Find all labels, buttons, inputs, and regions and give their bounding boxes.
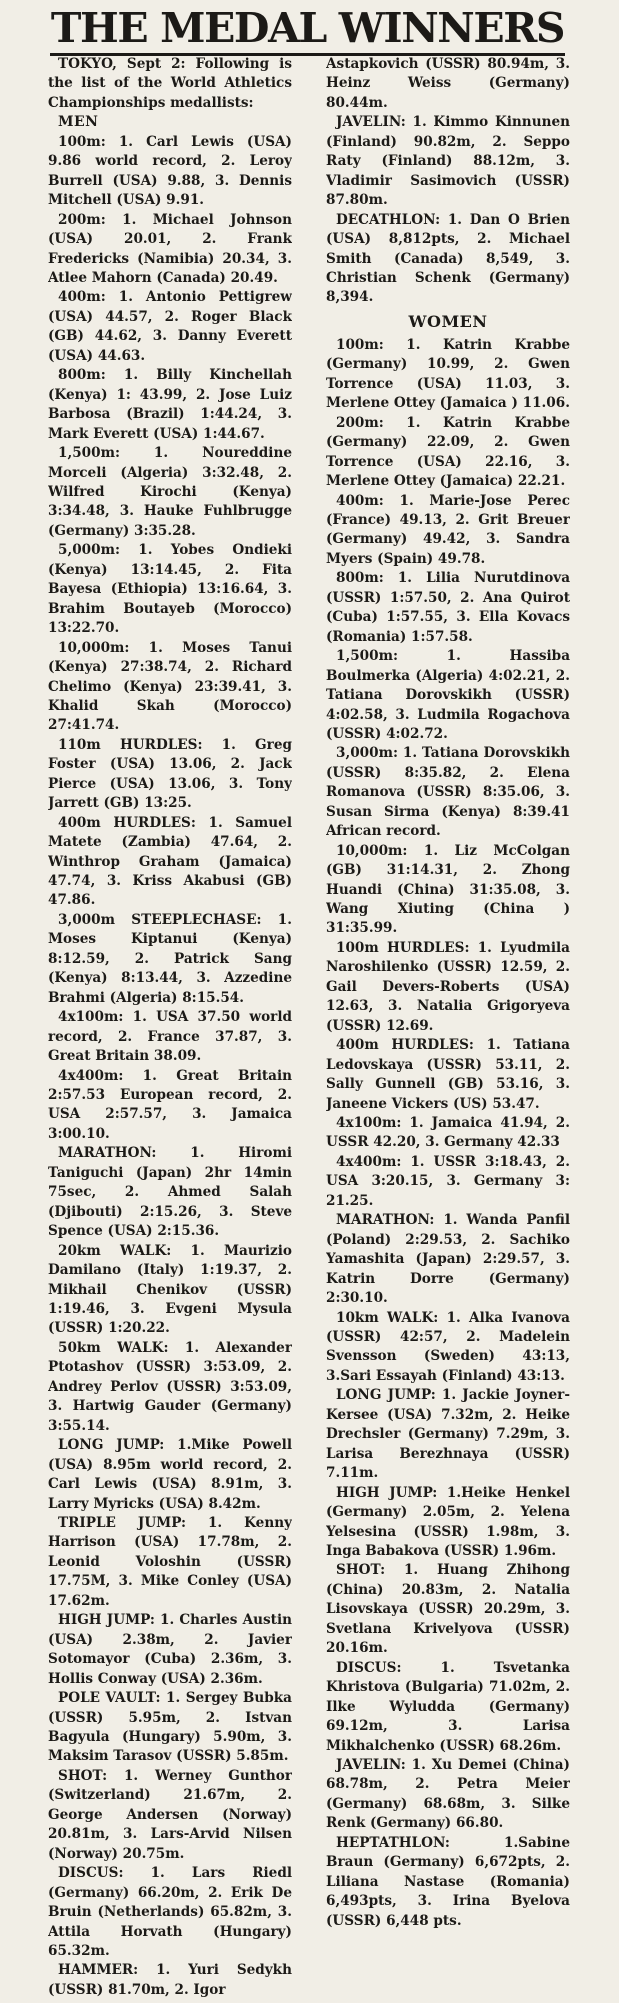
- men-result: 400m HURDLES: 1. Samuel Matete (Zambia) 47.64, 2. Winthrop Graham (Jamaica) 47.74, 3. Kriss Akabusi (GB) 47.86.: [48, 814, 292, 909]
- men-result: MARATHON: 1. Hiromi Taniguchi (Japan) 2hr 14min 75sec, 2. Ahmed Salah (Djibouti) 2:15.26, 3. Steve Spence (USA) 2:15.36.: [48, 1145, 292, 1240]
- men-result: TRIPLE JUMP: 1. Kenny Harrison (USA) 17.78m, 2. Leonid Voloshin (USSR) 17.75M, 3. Mike Conley (USA) 17.62m.: [48, 1514, 292, 1609]
- men-result: 50km WALK: 1. Alexander Ptotashov (USSR) 3:53.09, 2. Andrey Perlov (USSR) 3:53.09, 3. Hartwig Gauder (Germany) 3:55.14.: [48, 1339, 292, 1434]
- women-result: SHOT: 1. Huang Zhihong (China) 20.83m, 2. Natalia Lisovskaya (USSR) 20.29m, 3. Svetlana Krivelyova (USSR) 20.16m.: [326, 1562, 570, 1657]
- men-result: 800m: 1. Billy Kinchellah (Kenya) 1: 43.99, 2. Jose Luiz Barbosa (Brazil) 1:44.24, 3. Mark Everett (USA) 1:44.67.: [48, 367, 292, 442]
- men-result: 200m: 1. Michael Johnson (USA) 20.01, 2. Frank Fredericks (Namibia) 20.34, 3. Atlee Mahorn (Canada) 20.49.: [48, 211, 292, 286]
- men-result: 1,500m: 1. Noureddine Morceli (Algeria) 3:32.48, 2. Wilfred Kirochi (Kenya) 3:34.48, 3. Hauke Fuhlbrugge (Germany) 3:35.28.: [48, 445, 292, 539]
- women-result: HIGH JUMP: 1.Heike Henkel (Germany) 2.05m, 2. Yelena Yelsesina (USSR) 1.98m, 3. Inga Babakova (USSR) 1.96m.: [326, 1484, 570, 1559]
- men-result-continued: Astapkovich (USSR) 80.94m, 3. Heinz Weiss (Germany) 80.44m.: [326, 56, 570, 111]
- women-result: 400m HURDLES: 1. Tatiana Ledovskaya (USSR) 53.11, 2. Sally Gunnell (GB) 53.16, 3. Janeene Vickers (US) 53.47.: [326, 1037, 570, 1112]
- men-result: 110m HURDLES: 1. Greg Foster (USA) 13.06, 2. Jack Pierce (USA) 13.06, 3. Tony Jarrett (GB) 13:25.: [48, 736, 292, 812]
- women-result: JAVELIN: 1. Xu Demei (China) 68.78m, 2. Petra Meier (Germany) 68.68m, 3. Silke Renk (Germany) 66.80.: [326, 1756, 570, 1832]
- men-result: 5,000m: 1. Yobes Ondieki (Kenya) 13:14.45, 2. Fita Bayesa (Ethiopia) 13:16.64, 3. Brahim Boutayeb (Morocco) 13:22.70.: [48, 542, 292, 637]
- right-column: [326, 55, 570, 2000]
- women-result: MARATHON: 1. Wanda Panfil (Poland) 2:29.53, 2. Sachiko Yamashita (Japan) 2:29.57, 3. Katrin Dorre (Germany) 2:30.10.: [326, 1212, 570, 1307]
- men-result: HIGH JUMP: 1. Charles Austin (USA) 2.38m, 2. Javier Sotomayor (Cuba) 2.36m, 3. Hollis Conway (USA) 2.36m.: [48, 1612, 292, 1687]
- women-result: 10km WALK: 1. Alka Ivanova (USSR) 42:57, 2. Madelein Svensson (Sweden) 43:13, 3.Sari Essayah (Finland) 43:13.: [326, 1309, 570, 1384]
- headline: THE MEDAL WINNERS: [50, 4, 565, 52]
- men-result: 4x400m: 1. Great Britain 2:57.53 European record, 2. USA 2:57.57, 3. Jamaica 3:00.10.: [48, 1067, 292, 1142]
- men-result: 400m: 1. Antonio Pettigrew (USA) 44.57, 2. Roger Black (GB) 44.62, 3. Danny Everett (USA) 44.63.: [48, 289, 292, 364]
- men-result: SHOT: 1. Werney Gunthor (Switzerland) 21.67m, 2. George Andersen (Norway) 20.81m, 3. Lars-Arvid Nilsen (Norway) 20.75m.: [48, 1767, 292, 1862]
- women-result: 200m: 1. Katrin Krabbe (Germany) 22.09, 2. Gwen Torrence (USA) 22.16, 3. Merlene Ottey (Jamaica) 22.21.: [326, 414, 570, 490]
- women-result: 800m: 1. Lilia Nurutdinova (USSR) 1:57.50, 2. Ana Quirot (Cuba) 1:57.55, 3. Ella Kovacs (Romania) 1:57.58.: [326, 570, 570, 645]
- women-result: LONG JUMP: 1. Jackie Joyner-Kersee (USA) 7.32m, 2. Heike Drechsler (Germany) 7.29m, 3. Larisa Berezhnaya (USSR) 7.11m.: [326, 1387, 570, 1482]
- women-heading: WOMEN: [408, 311, 488, 331]
- intro-paragraph: TOKYO, Sept 2: Following is the list of the World Athletics Championships medallists:: [48, 56, 292, 111]
- men-result: 10,000m: 1. Moses Tanui (Kenya) 27:38.74, 2. Richard Chelimo (Kenya) 23:39.41, 3. Khalid Skah (Morocco) 27:41.74.: [48, 639, 292, 734]
- men-result: LONG JUMP: 1.Mike Powell (USA) 8.95m world record, 2. Carl Lewis (USA) 8.91m, 3. Larry Myricks (USA) 8.42m.: [48, 1437, 292, 1512]
- women-result: 400m: 1. Marie-Jose Perec (France) 49.13, 2. Grit Breuer (Germany) 49.42, 3. Sandra Myers (Spain) 49.78.: [326, 492, 570, 567]
- men-heading: MEN: [58, 114, 99, 131]
- men-result: 4x100m: 1. USA 37.50 world record, 2. France 37.87, 3. Great Britain 38.09.: [48, 1009, 292, 1065]
- women-result: 100m HURDLES: 1. Lyudmila Naroshilenko (USSR) 12.59, 2. Gail Devers-Roberts (USA) 12.63, 3. Natalia Grigoryeva (USSR) 12.69.: [326, 939, 570, 1034]
- men-result: HAMMER: 1. Yuri Sedykh (USSR) 81.70m, 2. Igor: [48, 1962, 292, 1998]
- men-result: JAVELIN: 1. Kimmo Kinnunen (Finland) 90.82m, 2. Seppo Raty (Finland) 88.12m, 3. Vladimir Sasimovich (USSR) 87.80m.: [326, 114, 570, 209]
- women-result: DISCUS: 1. Tsvetanka Khristova (Bulgaria) 71.02m, 2. Ilke Wyludda (Germany) 69.12m, 3. Larisa Mikhalchenko (USSR) 68.26m.: [326, 1659, 570, 1754]
- men-result: POLE VAULT: 1. Sergey Bubka (USSR) 5.95m, 2. Istvan Bagyula (Hungary) 5.90m, 3. Maksim Tarasov (USSR) 5.85m.: [48, 1690, 292, 1765]
- men-result: 3,000m STEEPLECHASE: 1. Moses Kiptanui (Kenya) 8:12.59, 2. Patrick Sang (Kenya) 8:13.44, 3. Azzedine Brahmi (Algeria) 8:15.54.: [48, 911, 292, 1006]
- men-result: DISCUS: 1. Lars Riedl (Germany) 66.20m, 2. Erik De Bruin (Netherlands) 65.82m, 3. Attila Horvath (Hungary) 65.32m.: [48, 1865, 292, 1959]
- women-result: 3,000m: 1. Tatiana Dorovskikh (USSR) 8:35.82, 2. Elena Romanova (USSR) 8:35.06, 3. Susan Sirma (Kenya) 8:39.41 African record.: [326, 745, 570, 840]
- men-result: 100m: 1. Carl Lewis (USA) 9.86 world record, 2. Leroy Burrell (USA) 9.88, 3. Dennis Mitchell (USA) 9.91.: [48, 133, 292, 209]
- women-result: 1,500m: 1. Hassiba Boulmerka (Algeria) 4:02.21, 2. Tatiana Dorovskikh (USSR) 4:02.58, 3. Ludmila Rogachova (USSR) 4:02.72.: [326, 648, 570, 742]
- women-result: 4x400m: 1. USSR 3:18.43, 2. USA 3:20.15, 3. Germany 3: 21.25.: [326, 1153, 570, 1209]
- men-result: 20km WALK: 1. Maurizio Damilano (Italy) 1:19.37, 2. Mikhail Chenikov (USSR) 1:19.46, 3. Evgeni Mysula (USSR) 1:20.22.: [48, 1242, 292, 1337]
- women-result: 100m: 1. Katrin Krabbe (Germany) 10.99, 2. Gwen Torrence (USA) 11.03, 3. Merlene Ottey (Jamaica ) 11.06.: [326, 336, 570, 412]
- men-result: DECATHLON: 1. Dan O Brien (USA) 8,812pts, 2. Michael Smith (Canada) 8,549, 3. Christian Schenk (Germany) 8,394.: [326, 211, 570, 306]
- women-result: HEPTATHLON: 1.Sabine Braun (Germany) 6,672pts, 2. Liliana Nastase (Romania) 6,493pts, 3. Irina Byelova (USSR) 6,448 pts.: [326, 1834, 570, 1929]
- women-result: 10,000m: 1. Liz McColgan (GB) 31:14.31, 2. Zhong Huandi (China) 31:35.08, 3. Wang Xiuting (China ) 31:35.99.: [326, 842, 570, 937]
- left-column: [48, 55, 292, 2000]
- women-result: 4x100m: 1. Jamaica 41.94, 2. USSR 42.20, 3. Germany 42.33: [326, 1115, 570, 1151]
